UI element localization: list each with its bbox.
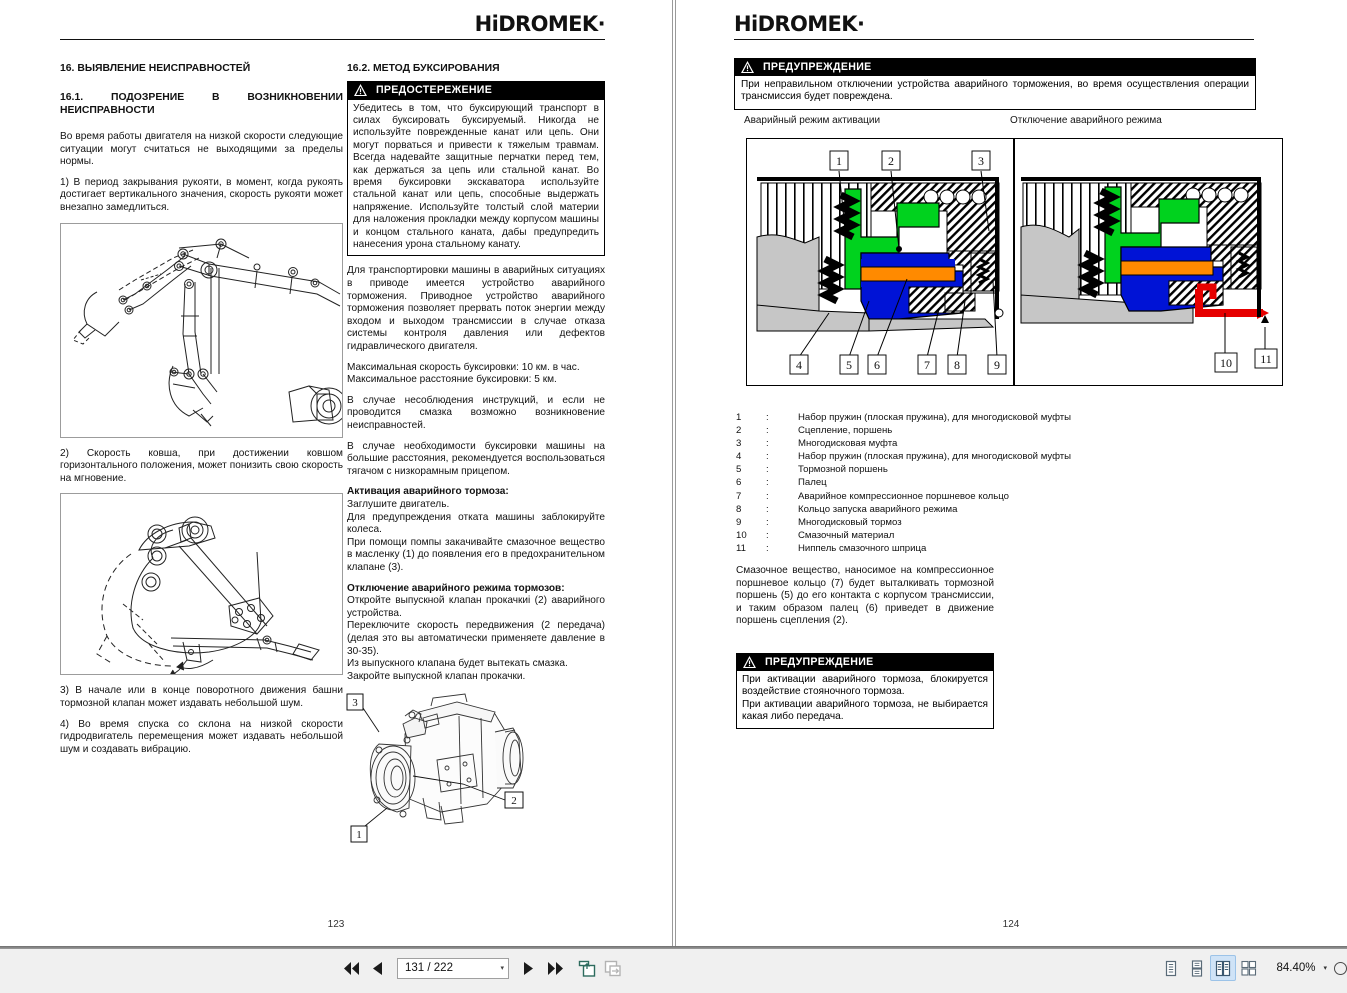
legend-explanation-paragraph: Смазочное вещество, наносимое на компрессионное поршневое кольцо (7) будет выталкивать тормозной поршень (5) до его контакта с корпусом трансмиссии, и таким образом палец (6) приведет в движение поршень сцепления (2). (736, 565, 994, 627)
legend-number: 2 (736, 425, 742, 437)
transmission-cross-section-diagrams (746, 138, 1283, 386)
towing-paragraph-1: Для транспортировки машины в аварийных ситуациях в приводе имеется устройство аварийного торможения. Приводное устройство аварийного торможения позволяет прервать поток энергии между входом и выходом трансмиссии в случае отказа системы контроля давления или дефектов гидравлического двигателя. (347, 265, 605, 353)
legend-number: 5 (736, 464, 742, 476)
next-page-icon (523, 961, 535, 976)
legend-number: 3 (736, 438, 742, 450)
two-page-scrolling-view-icon (1241, 960, 1257, 977)
page-number-value: 131 / 222 (405, 962, 453, 974)
brand-header-right (734, 12, 1254, 40)
extract-page-icon (578, 960, 596, 977)
legend-row (736, 490, 1256, 503)
continuous-scroll-view-icon (1189, 960, 1205, 977)
list-item-3: 3) В начале или в конце поворотного движения башни тормозной клапан может издавать небольшой шум. (60, 685, 343, 709)
warning-bottom-body (737, 671, 993, 728)
two-page-scrolling-view-button[interactable] (1236, 955, 1262, 981)
legend-number: 8 (736, 503, 742, 515)
towing-paragraph-3: В случае несоблюдения инструкций, и если не проводится смазка возможно возникновение неисправностей. (347, 394, 605, 431)
figure-excavator-bucket (60, 493, 343, 675)
svg-text:2: 2 (511, 795, 517, 808)
warning-triangle-icon (741, 61, 754, 73)
svg-text:4: 4 (796, 358, 802, 372)
legend-text: Сцепление, поршень (798, 425, 893, 437)
legend-text: Смазочный материал (798, 529, 895, 541)
legend-text: Набор пружин (плоская пружина), для многодисковой муфты (798, 451, 1072, 463)
legend-separator: : (766, 464, 769, 476)
warning-top-header (735, 59, 1255, 76)
svg-text:3: 3 (978, 154, 984, 168)
warning-bottom-line-2: При активации аварийного тормоза, не выбирается какая либо передача. (742, 698, 988, 723)
subsection-title: 16.1. ПОДОЗРЕНИЕ В ВОЗНИКНОВЕНИИ НЕИСПРАВНОСТИ (60, 92, 343, 116)
activation-line-3: При помощи помпы закачивайте смазочное вещество в масленку (1) до появления его в предохранительном клапане (3). (347, 536, 605, 573)
legend-row (736, 476, 1256, 489)
legend-separator: : (766, 516, 769, 528)
warning-box-top (734, 58, 1256, 110)
excavator-boom-arm-diagram (61, 224, 342, 437)
transmission-unit-photo (345, 688, 540, 846)
svg-text:2: 2 (888, 154, 894, 168)
single-page-view-button[interactable] (1158, 955, 1184, 981)
view-and-zoom-group (1158, 953, 1347, 983)
legend-separator: : (766, 412, 769, 423)
legend-text: Многодисковый тормоз (798, 516, 902, 528)
activation-heading: Активация аварийного тормоза: (347, 486, 509, 498)
legend-explanation-block (736, 565, 994, 636)
brand-divider-right (734, 39, 1254, 40)
svg-text:8: 8 (954, 358, 960, 372)
two-page-view-icon (1215, 960, 1231, 977)
diagram-caption-deactivation: Отключение аварийного режима (1010, 115, 1162, 126)
legend-separator: : (766, 503, 769, 515)
hidromek-logo-mark-right: · (856, 12, 865, 36)
legend-row (736, 450, 1256, 463)
previous-page-icon (371, 961, 383, 976)
max-speed-line: Максимальная скорость буксировки: 10 км. в час. (347, 361, 580, 373)
section-title: 16. ВЫЯВЛЕНИЕ НЕИСПРАВНОСТЕЙ (60, 63, 251, 74)
svg-text:5: 5 (846, 358, 852, 372)
excavator-bucket-diagram (61, 494, 342, 674)
caution-body: Убедитесь в том, что буксирующий транспорт в силах буксировать буксируемый. Никогда не используйте поврежденные канат или цепь. Они могут порваться и привести к тяжелым травмам. Всегда надевайте защитные перчатки перед тем, как держаться за цепь или стальной канат. Во время буксировки экскаватора используйте стальной канат или цепь, способные выдержать напряжение. Используйте толстый слой материи для наложения прокладки между корпусом машины и концом стального каната, дабы предупредить нанесения урона стальному канату. (353, 102, 599, 251)
hidromek-logo: HiDROMEK (474, 12, 598, 36)
warning-bottom-heading-label: ПРЕДУПРЕЖДЕНИЕ (765, 656, 874, 668)
legend-text: Ниппель смазочного шприца (798, 542, 927, 554)
warning-bottom-line-1: При активации аварийного тормоза, блокируется воздействие стояночного тормоза. (742, 674, 988, 698)
legend-separator: : (766, 542, 769, 554)
legend-text: Аварийное компрессионное поршневое кольцо (798, 490, 1010, 502)
replace-page-button[interactable] (600, 955, 626, 981)
legend-text: Набор пружин (плоская пружина), для многодисковой муфты (798, 412, 1072, 423)
replace-page-icon (604, 960, 622, 977)
next-page-button[interactable] (516, 955, 542, 981)
two-page-view-button[interactable] (1210, 955, 1236, 981)
svg-text:7: 7 (924, 358, 930, 372)
page-number-left: 123 (327, 919, 345, 930)
legend-row (736, 542, 1256, 555)
warning-top-heading-label: ПРЕДУПРЕЖДЕНИЕ (763, 61, 872, 73)
towing-paragraph-4: В случае необходимости буксировки машины на большие расстояния, рекомендуется воспользоваться тягачом с низкорамным прицепом. (347, 440, 605, 477)
figure-excavator-boom (60, 223, 343, 438)
component-legend-list (736, 411, 1256, 555)
legend-separator: : (766, 425, 769, 437)
max-distance-line: Максимальное расстояние буксировки: 5 км. (347, 374, 557, 386)
viewer-toolbar (0, 948, 1347, 993)
legend-text: Тормозной поршень (798, 464, 888, 476)
legend-row (736, 463, 1256, 476)
legend-separator: : (766, 451, 769, 463)
legend-row (736, 516, 1256, 529)
legend-number: 9 (736, 516, 742, 528)
list-item-1: 1) В период закрывания рукояти, в момент, когда рукоять достигает вертикального значения, скорость рукояти может внезапно замедлиться. (60, 176, 343, 213)
fit-page-icon[interactable] (1334, 962, 1347, 975)
warning-top-body: При неправильном отключении устройства аварийного торможения, во время осуществления операции трансмиссия будет повреждена. (741, 79, 1249, 103)
intro-paragraph: Во время работы двигателя на низкой скорости следующие ситуации могут считаться не выходящими за пределы нормы. (60, 131, 343, 168)
legend-number: 10 (736, 529, 747, 541)
legend-number: 6 (736, 477, 742, 489)
page-navigation-group (338, 953, 626, 983)
warning-triangle-icon (743, 656, 756, 668)
last-page-icon (547, 961, 564, 976)
document-page-123 (0, 0, 672, 948)
warning-triangle-icon (354, 84, 367, 96)
hidromek-logo-right: HiDROMEK (734, 12, 857, 36)
deactivation-line-4: Закройте выпускной клапан прокачки. (347, 670, 526, 682)
first-page-button[interactable] (338, 955, 364, 981)
legend-separator: : (766, 438, 769, 450)
brand-divider (60, 39, 605, 40)
list-item-4: 4) Во время спуска со склона на низкой скорости гидродвигатель перемещения может издавать небольшой шум и создавать вибрацию. (60, 718, 343, 755)
zoom-level-value: 84.40% (1276, 962, 1316, 974)
hidromek-logo-mark: · (597, 12, 605, 36)
legend-separator: : (766, 529, 769, 541)
svg-text:11: 11 (1260, 352, 1272, 366)
activation-line-2: Для предупреждения отката машины заблокируйте колеса. (347, 511, 605, 536)
left-page-column-1 (60, 62, 343, 764)
brand-header-left (60, 12, 605, 40)
svg-text:9: 9 (994, 358, 1000, 372)
svg-text:6: 6 (874, 358, 880, 372)
svg-text:1: 1 (836, 154, 842, 168)
left-page-column-2 (347, 62, 605, 846)
list-item-2: 2) Скорость ковша, при достижении ковшом горизонтального положения, может понизить свою скорость на мгновение. (60, 447, 343, 484)
diagram-emergency-activation (749, 141, 1011, 383)
page-number-input[interactable] (397, 958, 509, 979)
legend-text: Многодисковая муфта (798, 438, 898, 450)
activation-line-1: Заглушите двигатель. (347, 498, 450, 510)
svg-text:1: 1 (356, 829, 362, 842)
legend-row (736, 411, 1256, 424)
warning-box-bottom (736, 653, 994, 729)
page-number-right: 124 (1002, 919, 1020, 930)
deactivation-heading: Отключение аварийного режима тормозов: (347, 582, 565, 594)
chevron-down-icon[interactable]: ▾ (500, 965, 504, 972)
continuous-scroll-view-button[interactable] (1184, 955, 1210, 981)
legend-row (736, 529, 1256, 542)
legend-separator: : (766, 490, 769, 502)
legend-number: 11 (736, 542, 746, 554)
towing-method-title: 16.2. МЕТОД БУКСИРОВАНИЯ (347, 63, 500, 74)
zoom-chevron-down-icon[interactable]: ▾ (1323, 965, 1327, 972)
single-page-view-icon (1163, 960, 1179, 977)
legend-text: Кольцо запуска аварийного режима (798, 503, 958, 515)
diagram-divider (1013, 139, 1015, 385)
svg-text:3: 3 (352, 697, 358, 710)
legend-number: 4 (736, 451, 742, 463)
caution-header (348, 82, 604, 100)
caution-box (347, 81, 605, 256)
document-page-124 (676, 0, 1347, 948)
legend-text: Палец (798, 477, 827, 489)
first-page-icon (343, 961, 360, 976)
legend-number: 1 (736, 412, 742, 423)
last-page-button[interactable] (542, 955, 568, 981)
deactivation-line-3: Из выпускного клапана будет вытекать смазка. (347, 658, 568, 670)
deactivation-line-1: Откройте выпускной клапан прокачкиi (2) аварийного устройства. (347, 595, 605, 619)
legend-row (736, 503, 1256, 516)
diagram-caption-activation: Аварийный режим активации (744, 115, 881, 126)
legend-number: 7 (736, 490, 742, 502)
figure-transmission-unit (345, 688, 540, 846)
caution-heading-label: ПРЕДОСТЕРЕЖЕНИЕ (376, 84, 493, 96)
legend-row (736, 424, 1256, 437)
svg-text:10: 10 (1220, 356, 1232, 370)
deactivation-line-2: Переключите скорость передвижения (2 передача) (делая это вы автоматически применяете давление в 30-35). (347, 620, 605, 657)
extract-page-button[interactable] (574, 955, 600, 981)
legend-row (736, 437, 1256, 450)
diagram-emergency-deactivation (1017, 141, 1280, 383)
legend-separator: : (766, 477, 769, 489)
warning-bottom-header (737, 654, 993, 671)
previous-page-button[interactable] (364, 955, 390, 981)
